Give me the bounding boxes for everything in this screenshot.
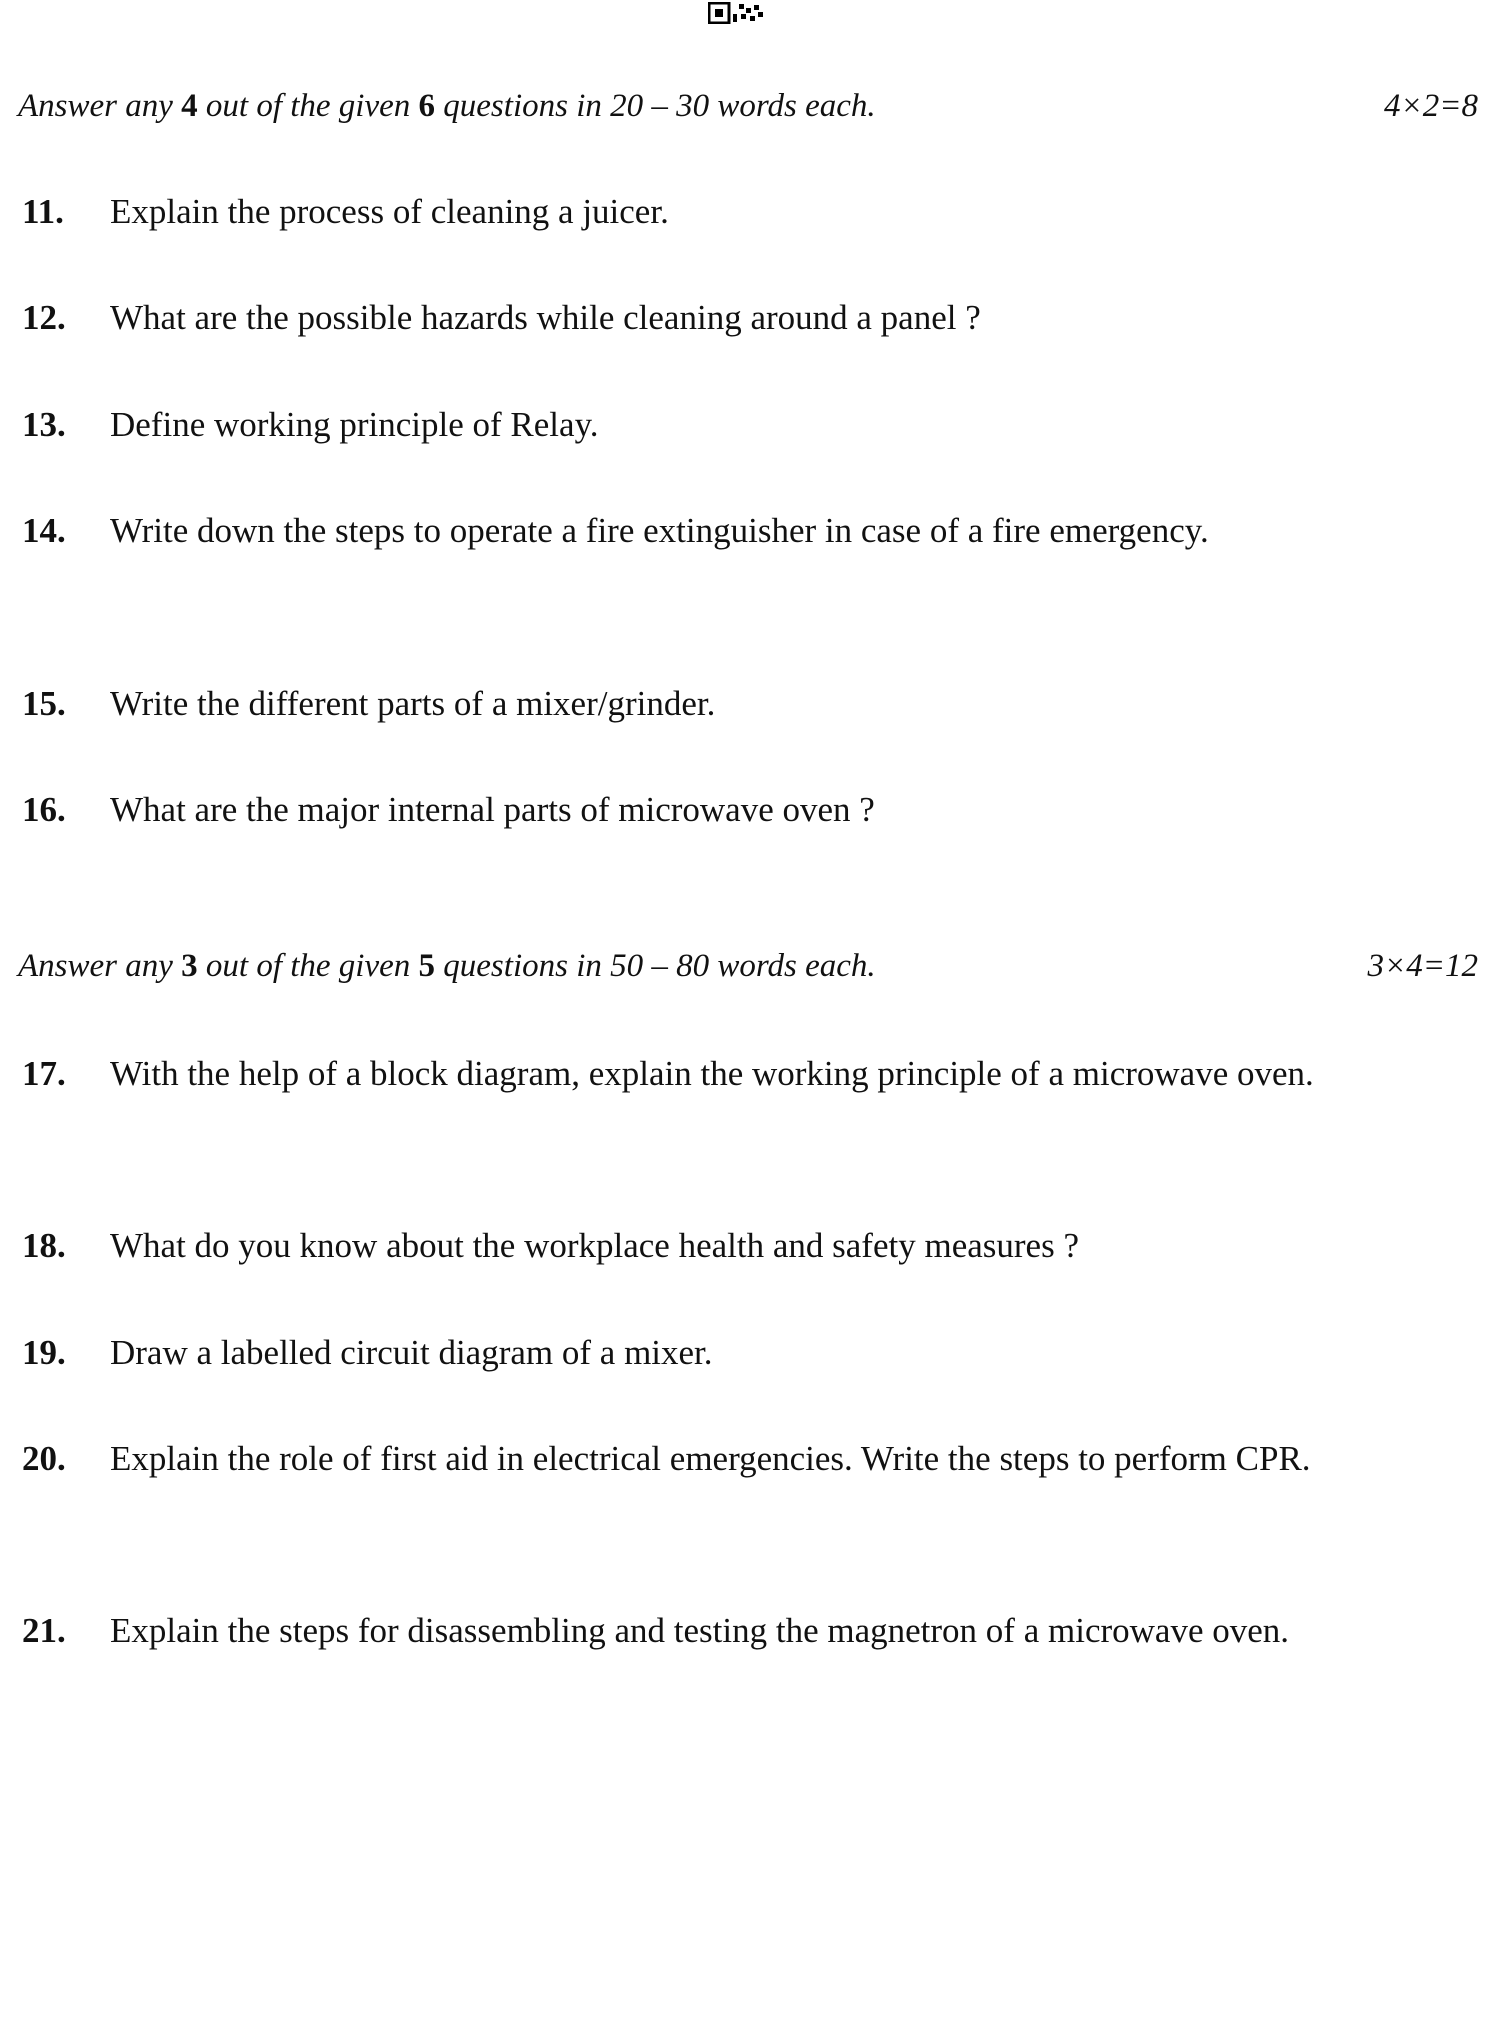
question-text: What do you know about the workplace health and safety measures ?	[110, 1226, 1079, 1265]
question-text: What are the possible hazards while cleaning around a panel ?	[110, 298, 981, 337]
section-marks: 3×4=12	[1367, 948, 1478, 984]
total-count: 5	[418, 948, 436, 984]
question-number: 18.	[22, 1226, 66, 1265]
instruction-text: Answer any	[18, 948, 182, 984]
question-number: 13.	[22, 405, 66, 444]
total-count: 6	[418, 88, 436, 124]
instruction-text: questions in 20 – 30 words each.	[435, 88, 876, 124]
section-2-instruction	[18, 946, 1478, 986]
question-text: Write down the steps to operate a fire extinguisher in case of a fire emergency.	[110, 511, 1209, 550]
question-text: Define working principle of Relay.	[110, 405, 599, 444]
question-number: 12.	[22, 298, 66, 337]
section-marks: 4×2=8	[1383, 88, 1478, 124]
question-16	[22, 776, 1402, 844]
section-1-instruction	[18, 86, 1478, 126]
question-19	[22, 1319, 1402, 1387]
question-number: 16.	[22, 790, 66, 829]
question-18	[22, 1212, 1402, 1280]
question-number: 15.	[22, 684, 66, 723]
question-number: 21.	[22, 1611, 66, 1650]
answer-count: 4	[181, 88, 198, 124]
question-text: What are the major internal parts of microwave oven ?	[110, 790, 875, 829]
question-15	[22, 670, 1402, 738]
question-21	[22, 1597, 1402, 1665]
question-12	[22, 284, 1402, 352]
question-11	[22, 178, 1402, 246]
question-13	[22, 391, 1402, 459]
question-number: 19.	[22, 1333, 66, 1372]
question-text: With the help of a block diagram, explain the working principle of a microwave oven.	[110, 1054, 1314, 1093]
question-text: Explain the role of first aid in electrical emergencies. Write the steps to perform CPR.	[110, 1439, 1311, 1478]
question-number: 20.	[22, 1439, 66, 1478]
instruction-text: Answer any	[18, 88, 182, 124]
question-text: Draw a labelled circuit diagram of a mixer.	[110, 1333, 713, 1372]
question-20	[22, 1425, 1402, 1493]
question-number: 11.	[22, 192, 64, 231]
instruction-text: out of the given	[197, 88, 419, 124]
instruction-text: out of the given	[197, 948, 419, 984]
question-text: Explain the process of cleaning a juicer.	[110, 192, 669, 231]
question-14	[22, 497, 1402, 565]
question-text: Write the different parts of a mixer/grinder.	[110, 684, 716, 723]
question-number: 17.	[22, 1054, 66, 1093]
instruction-text: questions in 50 – 80 words each.	[435, 948, 876, 984]
answer-count: 3	[181, 948, 198, 984]
qr-code-icon	[708, 2, 768, 24]
question-number: 14.	[22, 511, 66, 550]
question-17	[22, 1040, 1402, 1108]
question-text: Explain the steps for disassembling and testing the magnetron of a microwave oven.	[110, 1611, 1290, 1650]
